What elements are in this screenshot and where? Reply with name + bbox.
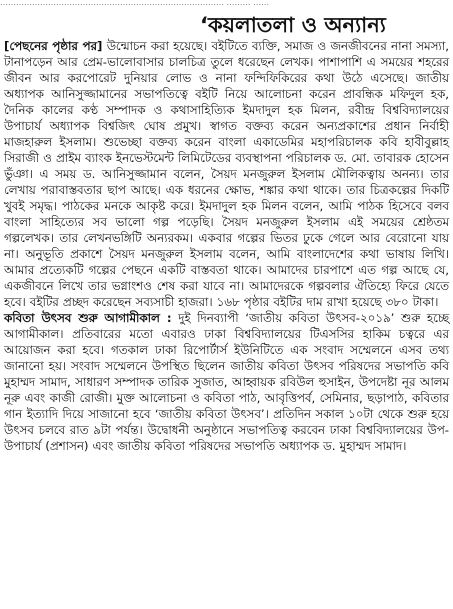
continued-from-label: [পেছনের পৃষ্ঠার পর]: [4, 39, 103, 53]
article-text-book-launch: উন্মোচন করা হয়েছে। বইটিতে ব্যক্তি, সমাজ ও জনজীবনের নানা সমস্যা, টানাপড়েন আর প্রেম-ভালোবাসার চালচিত্র তুলে ধরেছেন লেখক। পাশাপাশি এ সময়ের শহরের জীবন আর করপোরেট দুনিয়ার লোভ ও নানা ফন্দিফিকিরের কথা উঠে এসেছে। জাতীয় অধ্যাপক আনিসুজ্জামানের সভাপতিত্বে বইটি নিয়ে আলোচনা করেন প্রাবন্ধিক মফিদুল হক, দৈনিক কালের কণ্ঠ সম্পাদক ও কথাসাহিত্যিক ইমদাদুল হক মিলন, রবীন্দ্র বিশ্ববিদ্যালয়ের উপাচার্য অধ্যাপক বিশ্বজিৎ ঘোষ প্রমুখ। স্বাগত বক্তব্য করেন অন্যপ্রকাশের প্রধান নির্বাহী মাজহারুল ইসলাম। শুভেচ্ছা বক্তব্য করেন বাংলা একাডেমির মহাপরিচালক কবি হাবীবুল্লাহ সিরাজী ও প্রাইম ব্যাংক ইনভেস্টমেন্ট লিমিটেডের ব্যবস্থাপনা পরিচালক ড. মো. তাবারক হোসেন ভুঁঞা। এ সময় ড. আনিসুজ্জামান বলেন, সৈয়দ মনজুরুল ইসলাম মৌলিকত্বায় অনন্য। তার লেখায় পরাবাস্তবতার ছাপ আছে। এক ধরনের ক্ষোভ, শঙ্কার কথা থাকে। তার চিত্রকল্পের দিকটি খুবই সমৃদ্ধ। পাঠকের মনকে আকৃষ্ট করে। ইমদাদুল হক মিলন বলেন, আমি পাঠক হিসেবে বলব বাংলা সাহিত্যের সব ভালো গল্প পড়েছি। সৈয়দ মনজুরুল ইসলাম এই সময়ের শ্রেষ্ঠতম গল্পলেখক। তার লেখনভঙ্গিটি অন্যরকম। একবার গল্পের ভিতর ঢুকে গেলে আর বেরোনো যায় না। অনুভূতি প্রকাশে সৈয়দ মনজুরুল ইসলাম বলেন, আমি বাংলাদেশের কথা ভাষায় লিখি। আমার প্রত্যেকটি গল্পের পেছনে একটি বাস্তবতা থাকে। আমাদের চারপাশে এত গল্প আছে যে, একজীবনে লিখে তার ভগ্নাংশও শেষ করা যাবে না। আমাদেরকে গল্পবলার ঐতিহ্যে ফিরে যেতে হবে। বইটির প্রচ্ছদ করেছেন সব্যসাচী হাজরা। ১৬৮ পৃষ্ঠার বইটির দাম রাখা হয়েছে ৩৮০ টাকা।: [4, 39, 449, 309]
article-text-poetry-festival: দুই দিনব্যাপী ‘জাতীয় কবিতা উৎসব-২০১৯’ শুরু হচ্ছে আগামীকাল। প্রতিবারের মতো এবারও ঢাকা বিশ্ববিদ্যালয়ের টিএসসির হাকিম চত্বরে এর আয়োজন করা হবে। গতকাল ঢাকা রিপোর্টার্স ইউনিটিতে এক সংবাদ সম্মেলনে এসব তথ্য জানানো হয়। সংবাদ সম্মেলনে উপস্থিত ছিলেন জাতীয় কবিতা উৎসব পরিষদের সভাপতি কবি মুহাম্মদ সামাদ, সাধারণ সম্পাদক তারিক সুজাত, আহ্বায়ক রবিউল হুসাইন, উপদেষ্টা নূর আলম নূরু এবং কাজী রোজী। মুক্ত আলোচনা ও কবিতা পাঠ, আবৃত্তিপর্ব, সেমিনার, ছড়াপাঠ, কবিতার গান ইত্যাদি দিয়ে সাজানো হবে ‘জাতীয় কবিতা উৎসব’। প্রতিদিন সকাল ১০টা থেকে শুরু হয়ে উৎসব চলবে রাত ৯টা পর্যন্ত। উদ্বোধনী অনুষ্ঠানে সভাপতিত্ব করবেন ঢাকা বিশ্ববিদ্যালয়ের উপ-উপাচার্য (প্রশাসন) এবং জাতীয় কবিতা পরিষদের সভাপতি অধ্যাপক ড. মুহাম্মদ সামাদ।: [4, 311, 449, 453]
section-heading-poetry-festival: কবিতা উৎসব শুরু আগামীকাল :: [4, 311, 172, 325]
article-body: [4, 38, 449, 454]
article-paragraph-book-launch: [4, 38, 449, 310]
cropped-header-strip: ………………………………………………………………………… ……… ……: [0, 0, 270, 6]
article-paragraph-poetry-festival: [4, 310, 449, 454]
headline: ‘কয়লাতলা ও অন্যান্য: [200, 13, 386, 37]
